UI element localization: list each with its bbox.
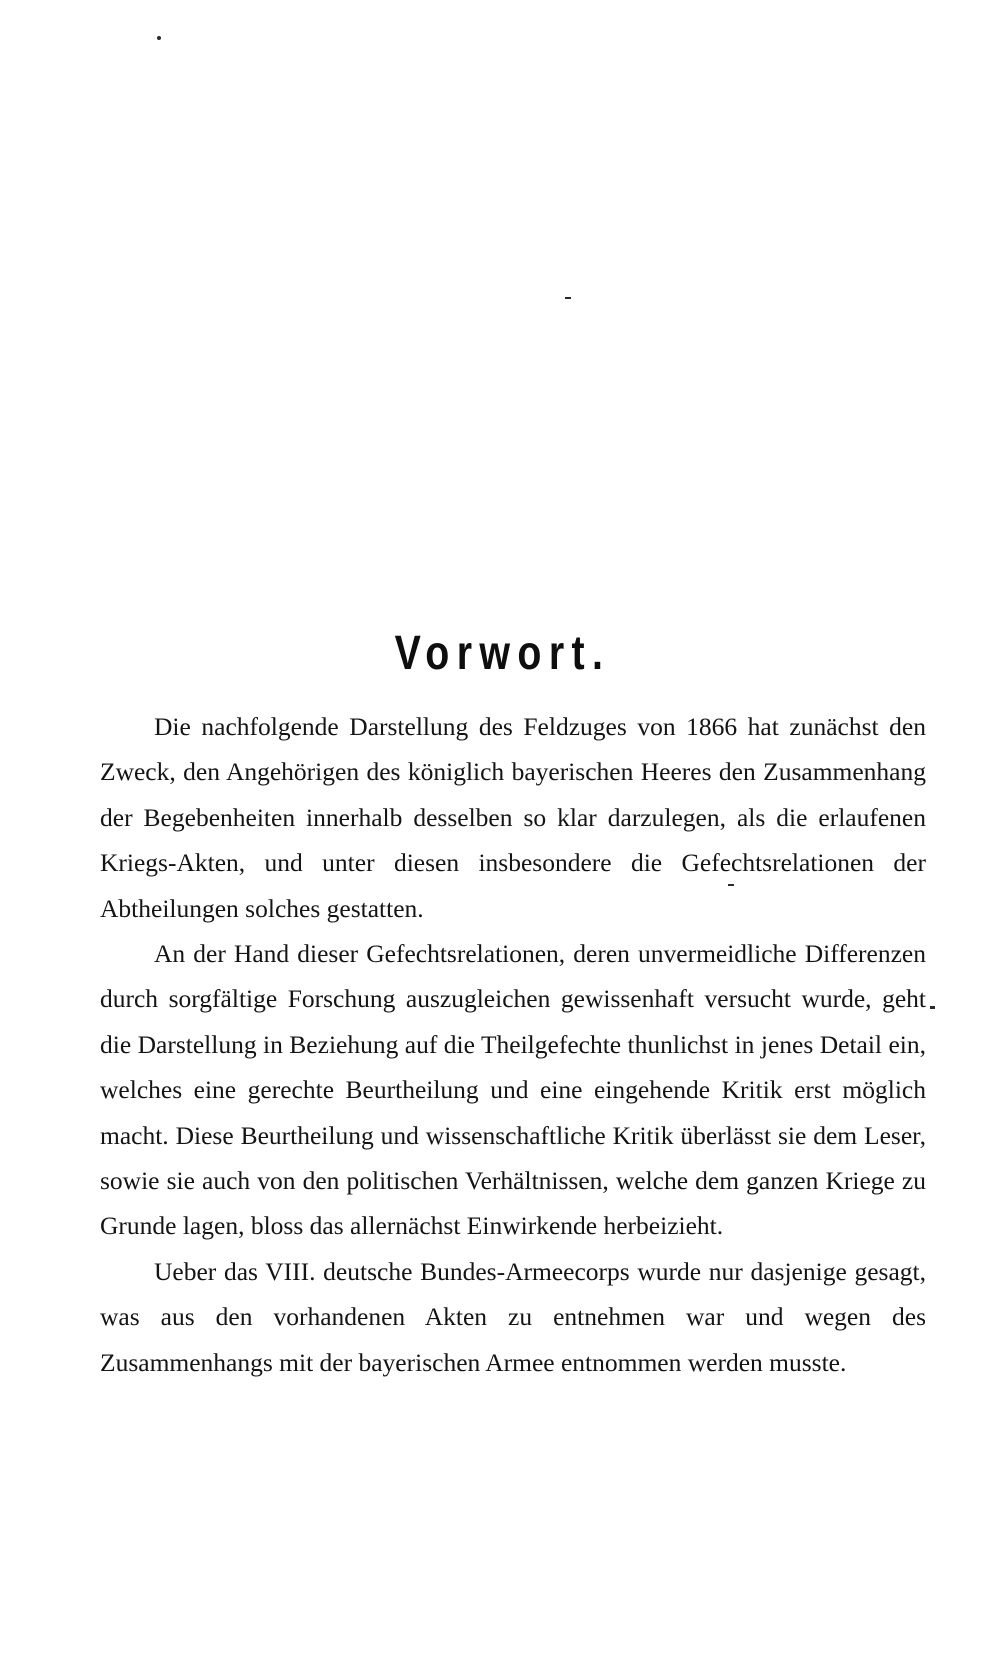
print-speck xyxy=(930,1006,935,1009)
print-speck xyxy=(157,36,161,40)
paragraph-2: An der Hand dieser Gefechtsrelationen, deren unvermeidliche Differenzen durch sorgfältige Forschung auszugleichen gewissenhaft versucht wurde, geht die Darstellung in Beziehung auf die Theilgefechte thunlichst in jenes Detail ein, welches eine gerechte Beurtheilung und eine eingehende Kritik erst möglich macht. Diese Beurtheilung und wissenschaftliche Kritik überlässt sie dem Leser, sowie sie auch von den politischen Verhältnissen, welche dem ganzen Kriege zu Grunde lagen, bloss das allernächst Einwirkende herbeizieht. xyxy=(100,939,926,1241)
print-speck xyxy=(565,297,571,299)
paragraph-1: Die nachfolgende Darstellung des Feldzuges von 1866 hat zunächst den Zweck, den Angehörigen des königlich bayerischen Heeres den Zusammenhang der Begebenheiten innerhalb desselben so klar darzulegen, als die erlaufenen Kriegs-Akten, und unter diesen insbesondere die Gefechtsrelationen der Abtheilungen solches gestatten. xyxy=(100,712,926,923)
paragraph-3: Ueber das VIII. deutsche Bundes-Armeecorps wurde nur dasjenige gesagt, was aus den vorhandenen Akten zu entnehmen war und wegen des Zusammenhangs mit der bayerischen Armee entnommen werden musste. xyxy=(100,1256,926,1377)
preface-text xyxy=(100,704,926,1385)
page-heading: Vorwort. xyxy=(394,627,611,681)
